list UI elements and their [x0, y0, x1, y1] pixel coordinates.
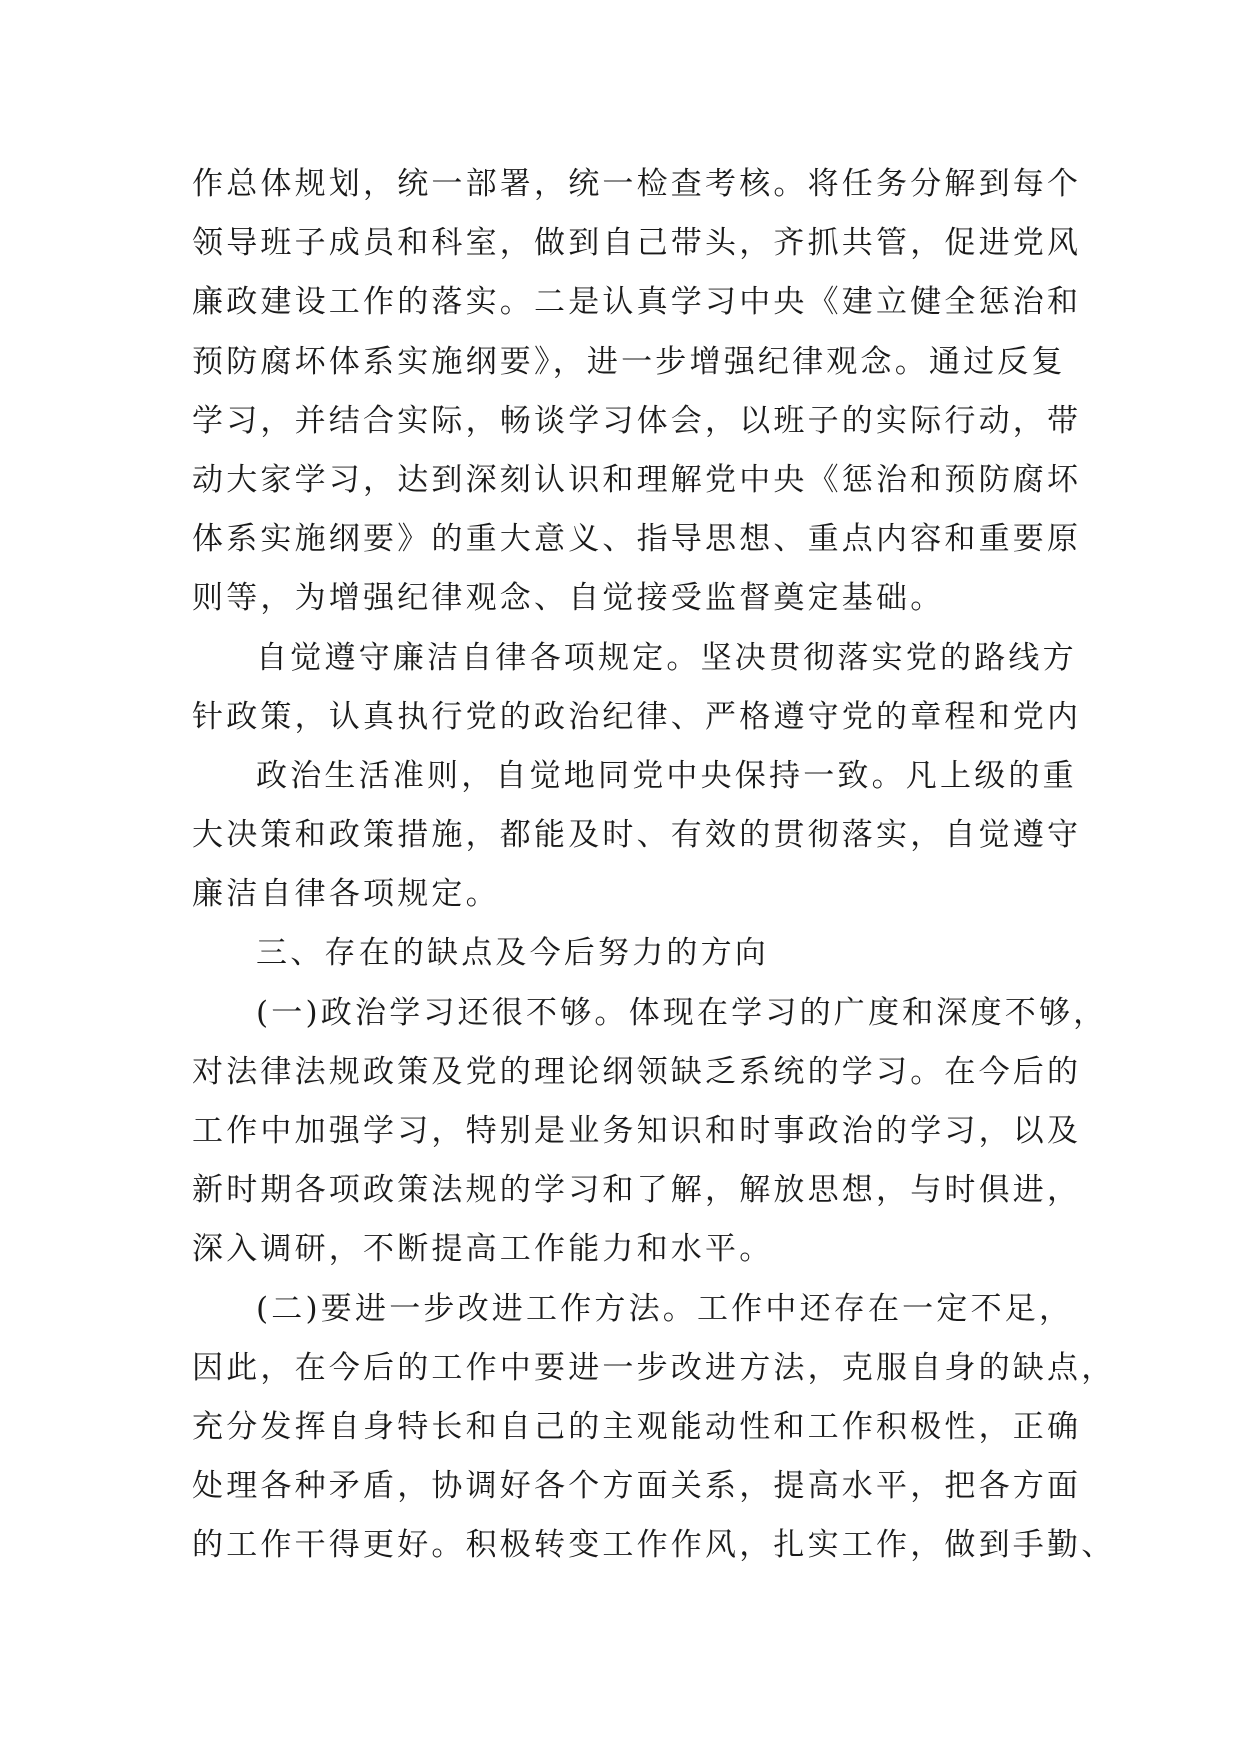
text-line: 作总体规划，统一部署，统一检查考核。将任务分解到每个 — [192, 166, 1082, 202]
text-line: 预防腐坏体系实施纲要》，进一步增强纪律观念。通过反复 — [192, 343, 1066, 380]
text-line: 处理各种矛盾，协调好各个方面关系，提高水平，把各方面 — [192, 1468, 1082, 1505]
text-line: (一)政治学习还很不够。体现在学习的广度和深度不够， — [256, 994, 1108, 1031]
text-line: 体系实施纲要》的重大意义、指导思想、重点内容和重要原 — [192, 521, 1082, 558]
text-line: (二)要进一步改进工作方法。工作中还存在一定不足， — [256, 1290, 1074, 1327]
text-line: 充分发挥自身特长和自己的主观能动性和工作积极性，正确 — [192, 1408, 1082, 1445]
text-line: 则等，为增强纪律观念、自觉接受监督奠定基础。 — [192, 580, 945, 617]
text-line: 深入调研，不断提高工作能力和水平。 — [192, 1231, 774, 1268]
text-line: 的工作干得更好。积极转变工作作风，扎实工作，做到手勤、 — [192, 1527, 1116, 1564]
text-line: 大决策和政策措施，都能及时、有效的贯彻落实，自觉遵守 — [192, 817, 1082, 854]
text-line: 对法律法规政策及党的理论纲领缺乏系统的学习。在今后的 — [192, 1053, 1082, 1090]
text-line: 工作中加强学习，特别是业务知识和时事政治的学习，以及 — [192, 1113, 1082, 1149]
text-line: 三、存在的缺点及今后努力的方向 — [256, 935, 769, 972]
document-body — [192, 155, 1116, 1576]
text-line: 因此，在今后的工作中要进一步改进方法，克服自身的缺点， — [192, 1349, 1116, 1386]
text-line: 自觉遵守廉洁自律各项规定。坚决贯彻落实党的路线方 — [256, 639, 1077, 676]
text-line: 廉政建设工作的落实。二是认真学习中央《建立健全惩治和 — [192, 284, 1082, 321]
text-line: 针政策，认真执行党的政治纪律、严格遵守党的章程和党内 — [192, 698, 1082, 735]
text-line: 动大家学习，达到深刻认识和理解党中央《惩治和预防腐坏 — [192, 461, 1082, 498]
text-line: 政治生活准则，自觉地同党中央保持一致。凡上级的重 — [256, 757, 1077, 794]
text-line: 领导班子成员和科室，做到自己带头，齐抓共管，促进党风 — [192, 225, 1082, 262]
text-line: 新时期各项政策法规的学习和了解，解放思想，与时俱进， — [192, 1172, 1082, 1209]
text-line: 廉洁自律各项规定。 — [192, 876, 500, 913]
text-line: 学习，并结合实际，畅谈学习体会，以班子的实际行动，带 — [192, 402, 1082, 439]
